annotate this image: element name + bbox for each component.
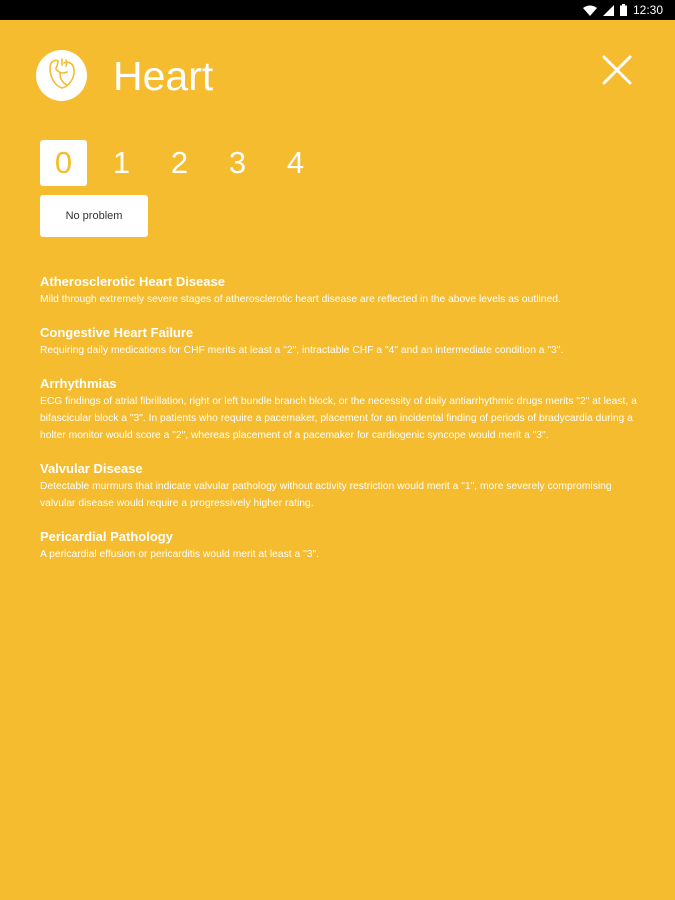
level-4-button[interactable]: 4 (286, 145, 305, 180)
criteria-section (40, 376, 640, 444)
level-description: No problem (40, 195, 148, 237)
criteria-list (40, 274, 640, 580)
section-text: ECG findings of atrial fibrillation, right or left bundle branch block, or the necessity of daily antiarrhythmic drugs merits "2" at least, a bifascicular block a "3". In patients who require a pacemaker, placement for an incidental finding of periods of bradycardia during a holter monitor would score a "2", whereas placement of a pacemaker for cardiogenic syncope would merit a "3". (40, 396, 637, 441)
level-3-button[interactable]: 3 (228, 145, 247, 180)
status-time: 12:30 (632, 3, 663, 17)
close-icon (600, 74, 634, 91)
section-title: Arrhythmias (40, 376, 117, 391)
wifi-icon (583, 5, 597, 16)
section-title: Congestive Heart Failure (40, 325, 194, 340)
criteria-section (40, 325, 640, 359)
heart-logo (36, 50, 87, 101)
criteria-section (40, 529, 640, 563)
signal-icon (603, 5, 614, 16)
section-title: Valvular Disease (40, 461, 143, 476)
level-0-button[interactable]: 0 (40, 140, 87, 186)
section-title: Atherosclerotic Heart Disease (40, 274, 225, 289)
criteria-section (40, 274, 640, 308)
level-2-button[interactable]: 2 (170, 145, 189, 180)
heart-icon (45, 55, 79, 96)
level-1-button[interactable]: 1 (112, 145, 131, 180)
section-text: Detectable murmurs that indicate valvular pathology without activity restriction would merit a "1", more severely compromising valvular disease would require a progressively higher rating. (40, 481, 612, 509)
section-text: A pericardial effusion or pericarditis would merit at least a "3". (40, 549, 319, 560)
status-bar (0, 0, 675, 20)
close-button[interactable] (600, 53, 634, 87)
level-selector (40, 140, 330, 186)
section-text: Mild through extremely severe stages of atherosclerotic heart disease are reflected in the above levels as outlined. (40, 294, 561, 305)
page-title: Heart (113, 53, 214, 99)
section-title: Pericardial Pathology (40, 529, 173, 544)
criteria-section (40, 461, 640, 512)
section-text: Requiring daily medications for CHF merits at least a "2", intractable CHF a "4" and an intermediate condition a "3". (40, 345, 564, 356)
battery-icon (620, 4, 627, 16)
